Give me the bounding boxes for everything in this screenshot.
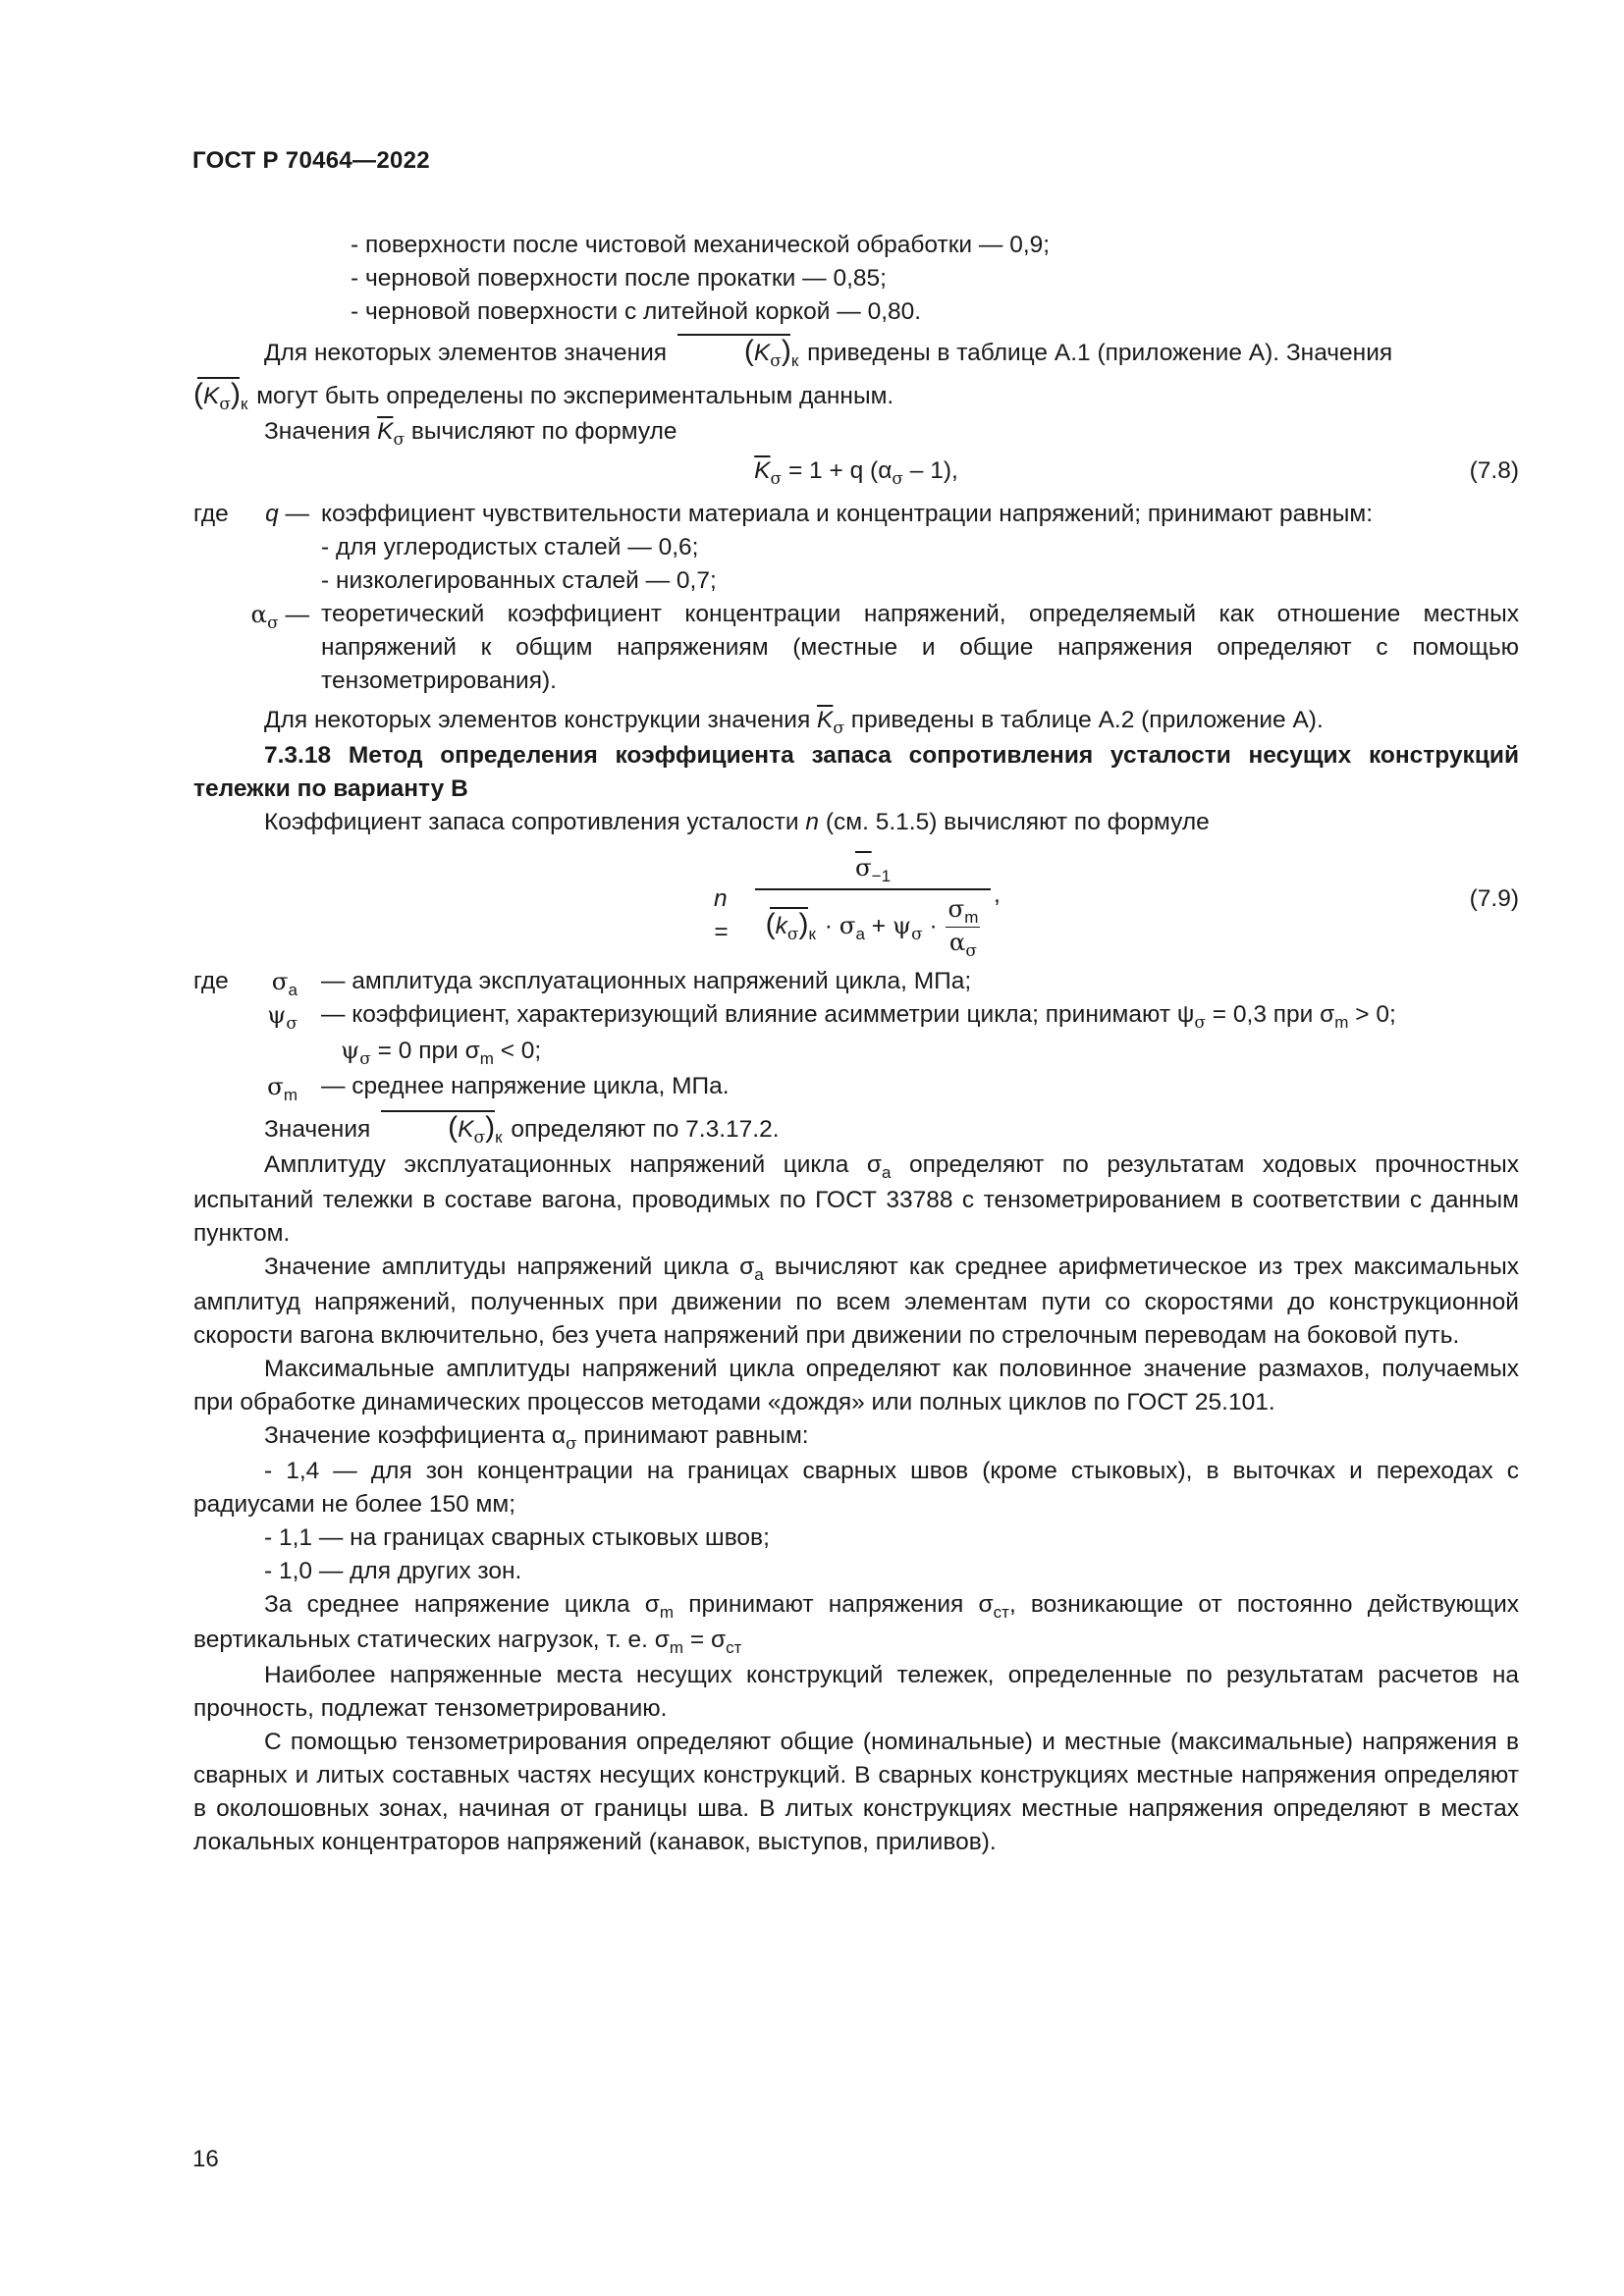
k-sigma-symbol: $(K_\sigma)_к$ (193, 378, 248, 414)
where-subitem: - низколегированных сталей — 0,7; (321, 567, 717, 594)
fraction (755, 851, 991, 960)
document-header: ГОСТ Р 70464—2022 (192, 147, 430, 174)
where-item-psi: $\psi_\sigma$ — коэффициент, характеризующий влияние асимметрии цикла; принимают $\psi_\sigma = 0,3$ при $\sigma_m > 0$; (267, 1000, 1396, 1034)
list-item: - 1,0 — для других зон. (264, 1558, 522, 1584)
paragraph-stressed-places: Наиболее напряженные места несущих конструкций тележек, определенные по результатам расчетов на прочность, подлежат тензометрированию. (193, 1662, 1519, 1722)
fraction-numerator: $\overline{\sigma}_{-1}$ (854, 853, 892, 885)
formula-number: (7.8) (1469, 457, 1519, 484)
list-item: - поверхности после чистовой механической обработки — 0,9; (351, 232, 1051, 258)
page-content (193, 229, 1519, 1859)
list-item: - черновой поверхности после прокатки — 0,85; (351, 265, 887, 292)
paragraph-n-intro: Коэффициент запаса сопротивления усталости n (см. 5.1.5) вычисляют по формуле (264, 809, 1210, 835)
fraction-denominator: $(k_\sigma)_к \cdot \sigma_a + \psi_\sigma$ · $\frac{\sigma_m}{\alpha_\sigma}$ (765, 894, 979, 961)
where-list-2 (193, 965, 1519, 1103)
paragraph-k-table: Для некоторых элементов значения $(K_\sigma)_к$ приведены в таблице А.1 (приложение А). Значения (264, 335, 1393, 371)
paragraph-values-ref: Значения $(K_\sigma)_к$ определяют по 7.3.17.2. (264, 1111, 780, 1148)
paragraph-alpha-values: Значение коэффициента $\alpha_\sigma$ принимают равным: (264, 1422, 809, 1454)
paragraph-amplitude-value: Значение амплитуды напряжений цикла $\sigma_a$ вычисляют как среднее арифметическое из трех максимальных амплитуд напряжений, полученных при движении по всем элементам пути со скоростями до конструкционной скорости вагона включительно, без учета напряжений при движении по стрелочным переводам на боковой путь. (193, 1254, 1519, 1349)
paragraph-k-table-a2: Для некоторых элементов конструкции значения $\overline{K}_\sigma$ приведены в таблице А.2 (приложение А). (264, 707, 1324, 738)
list-item: - 1,4 — для зон концентрации на границах сварных швов (кроме стыковых), в выточках и переходах с радиусами не более 150 мм; (193, 1458, 1519, 1518)
list-item: - черновой поверхности с литейной коркой — 0,80. (351, 298, 922, 325)
where-item-q: где q — коэффициент чувствительности материала и концентрации напряжений; принимают равным: (193, 501, 1374, 527)
page-number: 16 (192, 2146, 219, 2172)
formula-7-9: n = $\overline{\sigma}_{-1}$ $(k_\sigma)_к \cdot \sigma_a + \psi_\sigma$ · $\frac{\sigma_m}{\alpha_\sigma}$ , (7.9) (714, 853, 1519, 961)
where-list-1 (193, 498, 1519, 698)
paragraph-mean-stress: За среднее напряжение цикла $\sigma_m$ принимают напряжения $\sigma_{ст}$, возникающие от постоянно действующих вертикальных статических нагрузок, т. е. $\sigma_m = \sigma_{ст}$ (193, 1591, 1520, 1657)
formula-number: (7.9) (1469, 885, 1519, 912)
paragraph-k-experimental: $(K_\sigma)_к$ могут быть определены по экспериментальным данным. (193, 378, 894, 414)
formula-7-8: $\overline{K}_\sigma = 1 + q$ $(\alpha_\sigma - 1)$, (7.8) (193, 454, 1519, 494)
section-heading: 7.3.18 Метод определения коэффициента запаса сопротивления усталости несущих конструкций тележки по варианту В (193, 742, 1519, 802)
where-item-psi-cont: $\psi_\sigma = 0$ при $\sigma_m < 0$; (341, 1036, 542, 1069)
where-item-sigma-m: $\sigma_m$ — среднее напряжение цикла, МПа. (267, 1072, 730, 1104)
paragraph-k-formula-intro: Значения $\overline{K}_\sigma$ вычисляют по формуле (264, 418, 677, 450)
paragraph-strain-gauging: С помощью тензометрирования определяют общие (номинальные) и местные (максимальные) напряжения в сварных и литых составных частях несущих конструкций. В сварных конструкциях местные напряжения определяют в околошовных зонах, начиная от границы шва. В литых конструкциях местные напряжения определяют в местах локальных концентраторов напряжений (канавок, выступов, приливов). (193, 1729, 1519, 1855)
where-item-sigma-a: где $\sigma_a$ — амплитуда эксплуатационных напряжений цикла, МПа; (193, 967, 972, 999)
k-sigma-symbol: $(K_\sigma)_к$ (674, 335, 800, 372)
where-item-alpha: $\alpha_\sigma$ — теоретический коэффициент концентрации напряжений, определяемый как отношение местных напряжений к общим напряжениям (местные и общие напряжения определяют с помощью тензометрирования). (250, 600, 1519, 694)
list-item: - 1,1 — на границах сварных стыковых швов; (264, 1524, 770, 1551)
paragraph-amplitude: Амплитуду эксплуатационных напряжений цикла $\sigma_a$ определяют по результатам ходовых прочностных испытаний тележки в составе вагона, проводимых по ГОСТ 33788 с тензометрированием в соответствии с данным пунктом. (193, 1151, 1519, 1247)
paragraph-max-amplitudes: Максимальные амплитуды напряжений цикла определяют как половинное значение размахов, получаемых при обработке динамических процессов методами «дождя» или полных циклов по ГОСТ 25.101. (193, 1356, 1519, 1415)
where-subitem: - для углеродистых сталей — 0,6; (321, 534, 699, 561)
